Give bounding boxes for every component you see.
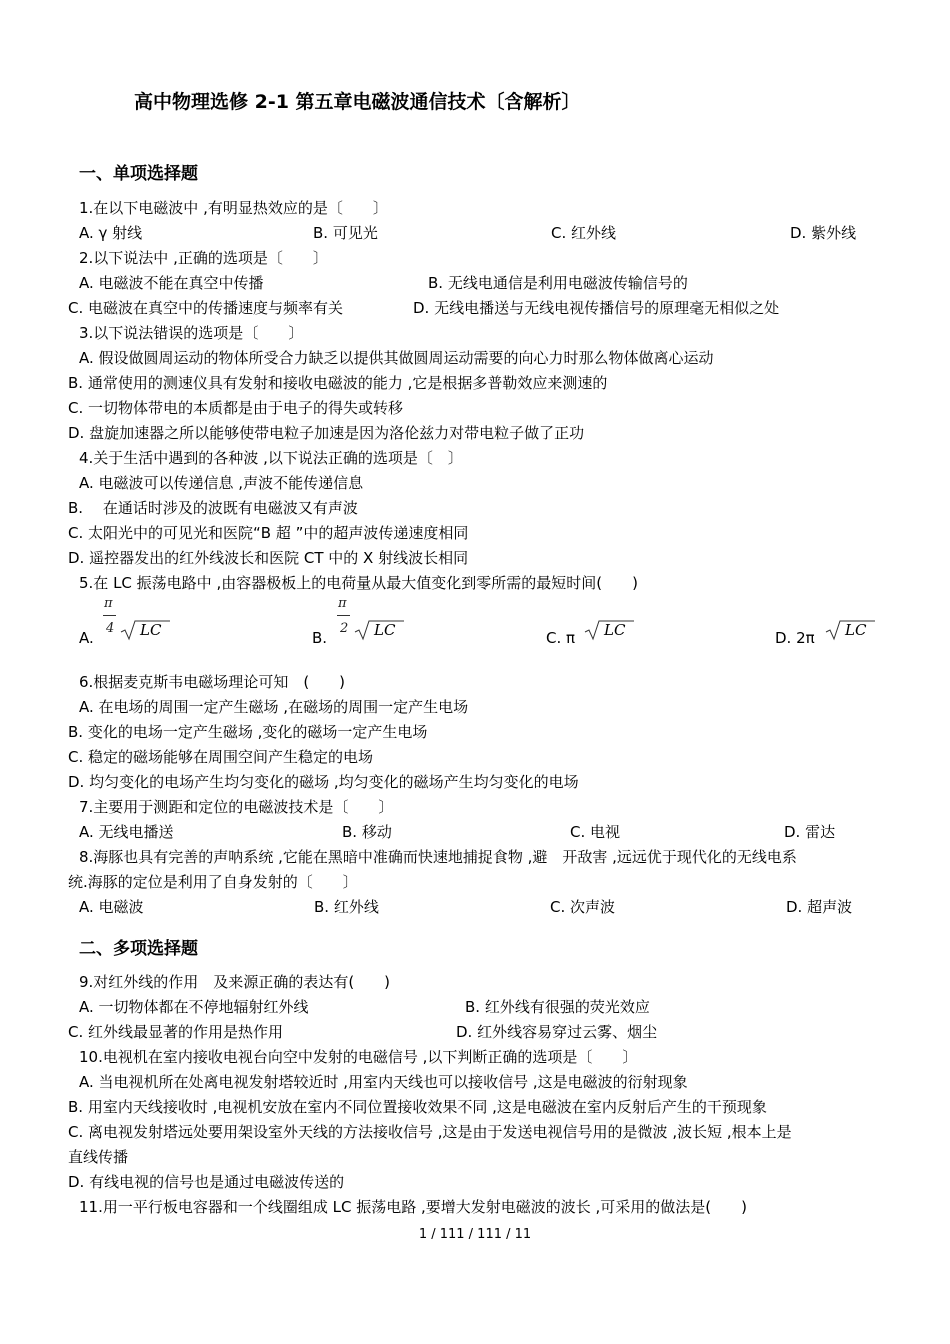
fraction-bar xyxy=(103,615,116,616)
question-3-option-a: A. 假设做圆周运动的物体所受合力缺乏以提供其做圆周运动需要的向心力时那么物体做离心运动 xyxy=(79,349,714,367)
sqrt-lc-b: LC xyxy=(354,619,404,641)
question-9-stem: 9.对红外线的作用 及来源正确的表达有( ) xyxy=(79,973,391,991)
question-1-option-a: A. γ 射线 xyxy=(79,224,143,242)
question-8-stem-line-1: 8.海豚也具有完善的声呐系统 ,它能在黑暗中准确而快速地捕捉食物 ,避 开敌害 ,远远优于现代化的无线电系 xyxy=(79,848,797,866)
question-3-option-d: D. 盘旋加速器之所以能够使带电粒子加速是因为洛伦兹力对带电粒子做了正功 xyxy=(68,424,585,442)
question-4-option-a: A. 电磁波可以传递信息 ,声波不能传递信息 xyxy=(79,474,364,492)
fraction-numerator-pi: π xyxy=(338,596,347,611)
question-7-option-d: D. 雷达 xyxy=(784,823,836,841)
question-7-option-c: C. 电视 xyxy=(570,823,621,841)
question-5-option-c: C. π xyxy=(546,629,576,647)
question-9-option-a: A. 一切物体都在不停地辐射红外线 xyxy=(79,998,309,1016)
question-2-option-d: D. 无线电播送与无线电视传播信号的原理毫无相似之处 xyxy=(413,299,780,317)
question-1-stem: 1.在以下电磁波中 ,有明显热效应的是〔 〕 xyxy=(79,199,388,217)
question-9-option-d: D. 红外线容易穿过云雾、烟尘 xyxy=(456,1023,658,1041)
question-2-stem: 2.以下说法中 ,正确的选项是〔 〕 xyxy=(79,249,328,267)
question-8-option-c: C. 次声波 xyxy=(550,898,616,916)
page-footer-page-number: 1 / 111 / 111 / 11 xyxy=(418,1227,532,1242)
fraction-denominator-4: 4 xyxy=(106,621,115,636)
question-4-option-b: B. 在通话时涉及的波既有电磁波又有声波 xyxy=(68,499,358,517)
question-10-option-c-line-2: 直线传播 xyxy=(68,1148,129,1166)
question-4-stem: 4.关于生活中遇到的各种波 ,以下说法正确的选项是〔 〕 xyxy=(79,449,463,467)
question-1-option-d: D. 紫外线 xyxy=(790,224,857,242)
question-3-stem: 3.以下说法错误的选项是〔 〕 xyxy=(79,324,304,342)
question-6-option-c: C. 稳定的磁场能够在周围空间产生稳定的电场 xyxy=(68,748,374,766)
question-5-option-a: A. xyxy=(79,629,94,647)
question-9-option-c: C. 红外线最显著的作用是热作用 xyxy=(68,1023,284,1041)
question-6-option-b: B. 变化的电场一定产生磁场 ,变化的磁场一定产生电场 xyxy=(68,723,428,741)
question-2-option-c: C. 电磁波在真空中的传播速度与频率有关 xyxy=(68,299,344,317)
sqrt-lc-c: LC xyxy=(584,619,634,641)
question-7-option-a: A. 无线电播送 xyxy=(79,823,174,841)
question-1-option-c: C. 红外线 xyxy=(551,224,617,242)
question-2-option-b: B. 无线电通信是利用电磁波传输信号的 xyxy=(428,274,688,292)
question-1-option-b: B. 可见光 xyxy=(313,224,378,242)
section-heading-multiple-choice: 二、多项选择题 xyxy=(79,939,198,959)
question-3-option-b: B. 通常使用的测速仪具有发射和接收电磁波的能力 ,它是根据多普勒效应来测速的 xyxy=(68,374,608,392)
question-8-option-d: D. 超声波 xyxy=(786,898,853,916)
question-5-option-d: D. 2π xyxy=(775,629,815,647)
question-9-option-b: B. 红外线有很强的荧光效应 xyxy=(465,998,650,1016)
question-11-stem: 11.用一平行板电容器和一个线圈组成 LC 振荡电路 ,要增大发射电磁波的波长 ,可采用的做法是( ) xyxy=(79,1198,748,1216)
fraction-bar xyxy=(337,615,350,616)
question-6-option-a: A. 在电场的周围一定产生磁场 ,在磁场的周围一定产生电场 xyxy=(79,698,469,716)
question-10-option-d: D. 有线电视的信号也是通过电磁波传送的 xyxy=(68,1173,345,1191)
fraction-denominator-2: 2 xyxy=(340,621,349,636)
question-5-stem: 5.在 LC 振荡电路中 ,由容器极板上的电荷量从最大值变化到零所需的最短时间( ) xyxy=(79,574,638,592)
question-8-option-b: B. 红外线 xyxy=(314,898,379,916)
question-8-option-a: A. 电磁波 xyxy=(79,898,144,916)
question-4-option-d: D. 遥控器发出的红外线波长和医院 CT 中的 X 射线波长相同 xyxy=(68,549,469,567)
question-10-stem: 10.电视机在室内接收电视台向空中发射的电磁信号 ,以下判断正确的选项是〔 〕 xyxy=(79,1048,638,1066)
question-7-option-b: B. 移动 xyxy=(342,823,392,841)
section-heading-single-choice: 一、单项选择题 xyxy=(79,164,198,184)
question-3-option-c: C. 一切物体带电的本质都是由于电子的得失或转移 xyxy=(68,399,404,417)
question-5-option-b: B. xyxy=(312,629,328,647)
question-4-option-c: C. 太阳光中的可见光和医院“B 超 ”中的超声波传递速度相同 xyxy=(68,524,469,542)
question-10-option-c-line-1: C. 离电视发射塔远处要用架设室外天线的方法接收信号 ,这是由于发送电视信号用的是微波 ,波长短 ,根本上是 xyxy=(68,1123,792,1141)
question-6-stem: 6.根据麦克斯韦电磁场理论可知 ( ) xyxy=(79,673,346,691)
question-10-option-a: A. 当电视机所在处离电视发射塔较近时 ,用室内天线也可以接收信号 ,这是电磁波的衍射现象 xyxy=(79,1073,688,1091)
fraction-numerator-pi: π xyxy=(104,596,113,611)
question-6-option-d: D. 均匀变化的电场产生均匀变化的磁场 ,均匀变化的磁场产生均匀变化的电场 xyxy=(68,773,579,791)
question-7-stem: 7.主要用于测距和定位的电磁波技术是〔 〕 xyxy=(79,798,394,816)
question-8-stem-line-2: 统.海豚的定位是利用了自身发射的〔 〕 xyxy=(68,873,358,891)
sqrt-lc-a: LC xyxy=(120,619,170,641)
page-title: 高中物理选修 2-1 第五章电磁波通信技术〔含解析〕 xyxy=(134,91,581,113)
sqrt-lc-d: LC xyxy=(825,619,875,641)
question-10-option-b: B. 用室内天线接收时 ,电视机安放在室内不同位置接收效果不同 ,这是电磁波在室内反射后产生的干预现象 xyxy=(68,1098,767,1116)
question-2-option-a: A. 电磁波不能在真空中传播 xyxy=(79,274,264,292)
